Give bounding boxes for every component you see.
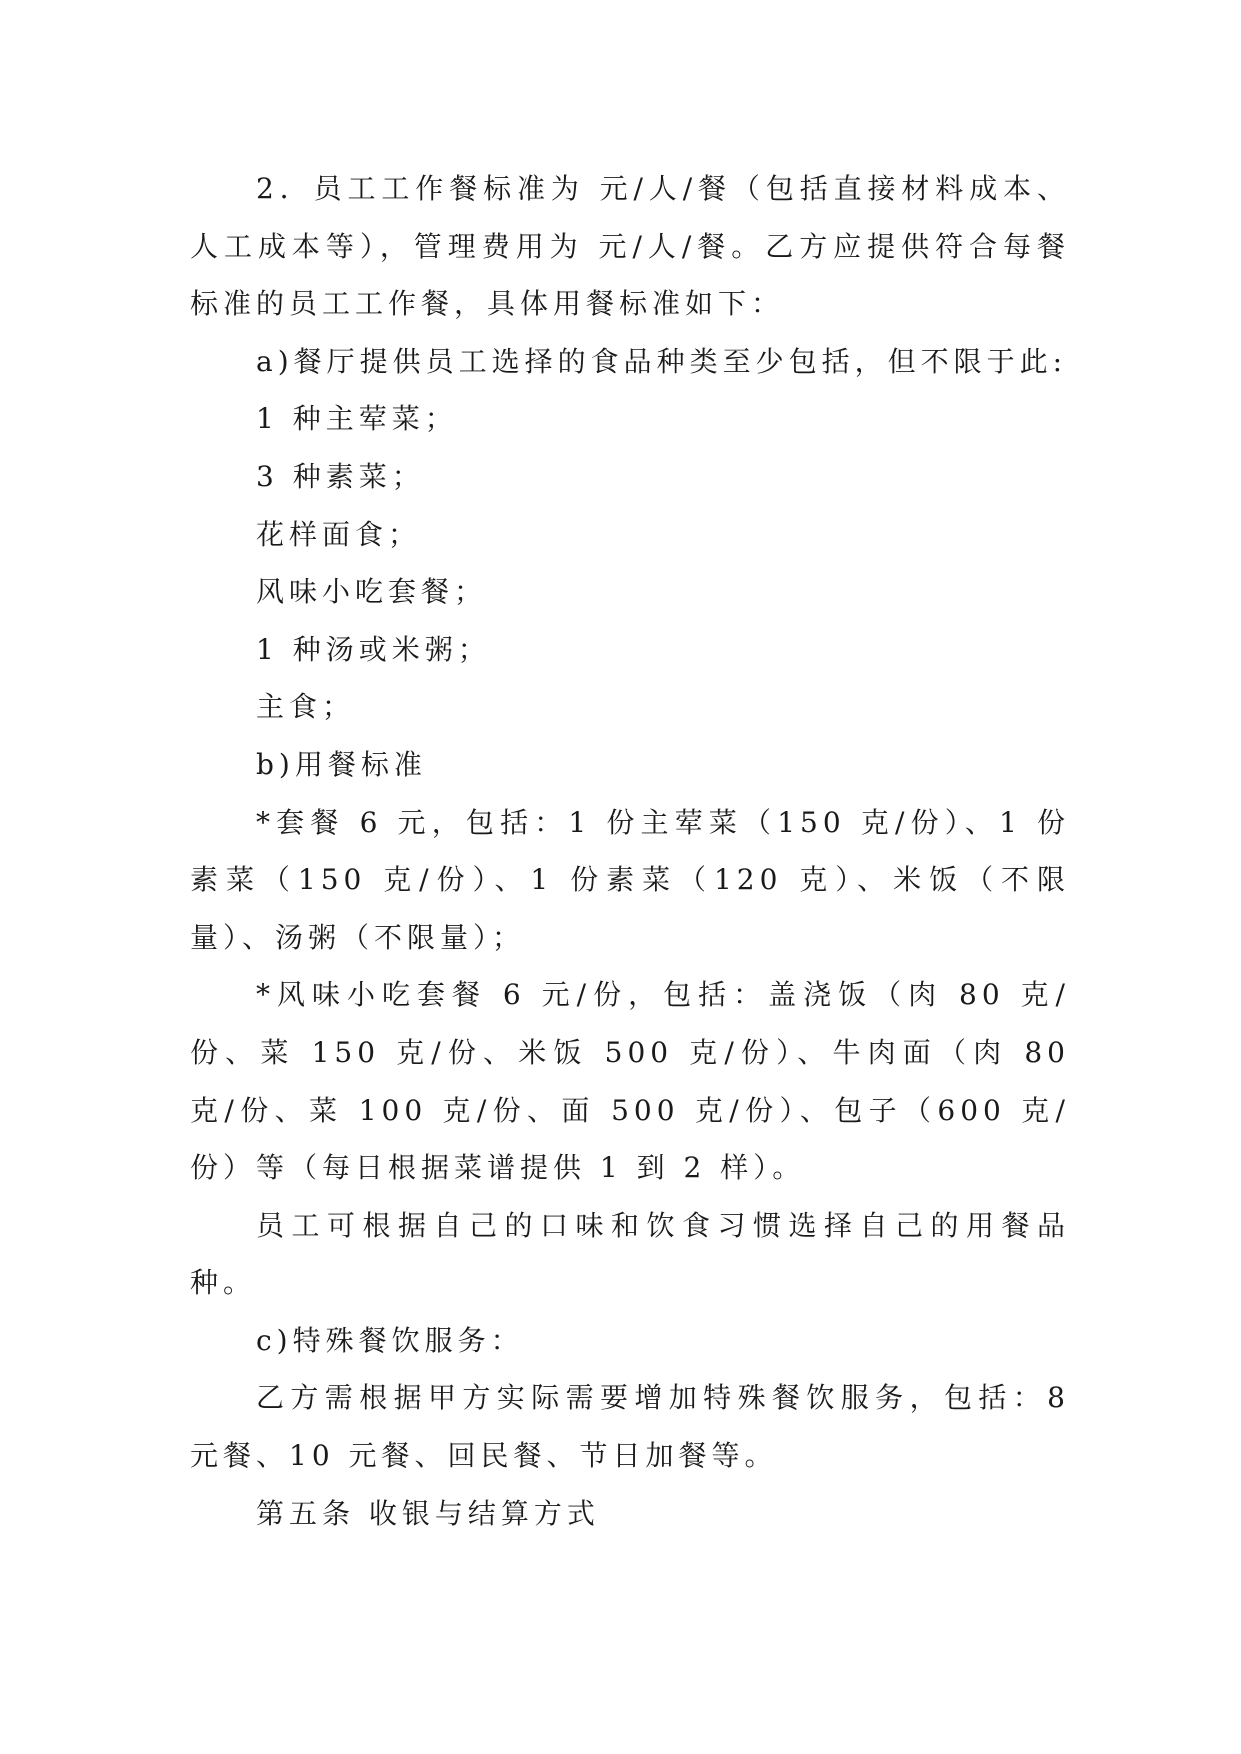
list-item-vegetable-dishes: 3 种素菜； <box>256 459 425 493</box>
heading-special-service: c)特殊餐饮服务： <box>256 1323 524 1357</box>
paragraph-meal-standard: 2．员工工作餐标准为 元/人/餐（包括直接材料成本、人工成本等），管理费用为 元/人/餐。乙方应提供符合每餐标准的员工工作餐，具体用餐标准如下： <box>190 172 1070 321</box>
document-body <box>190 160 1070 1542</box>
list-item-staple-food: 主食； <box>256 690 356 724</box>
heading-article-five: 第五条 收银与结算方式 <box>256 1496 600 1530</box>
list-item-snack-set: 风味小吃套餐； <box>256 575 488 609</box>
paragraph-special-service: 乙方需根据甲方实际需要增加特殊餐饮服务，包括：8 元餐、10 元餐、回民餐、节日加餐等。 <box>190 1381 1070 1473</box>
heading-meal-standard: b)用餐标准 <box>256 747 427 781</box>
paragraph-food-types: a)餐厅提供员工选择的食品种类至少包括，但不限于此: <box>256 344 1068 378</box>
paragraph-snack-set-meal: *风味小吃套餐 6 元/份，包括：盖浇饭（肉 80 克/份、菜 150 克/份、米饭 500 克/份）、牛肉面（肉 80 克/份、菜 100 克/份、面 500 克/份）、包子（600 克/份）等（每日根据菜谱提供 1 到 2 样）。 <box>190 978 1070 1185</box>
list-item-main-meat-dish: 1 种主荤菜； <box>256 402 458 436</box>
list-item-soup-porridge: 1 种汤或米粥； <box>256 632 491 666</box>
list-item-pastries: 花样面食； <box>256 517 422 551</box>
paragraph-set-meal: *套餐 6 元，包括：1 份主荤菜（150 克/份）、1 份素菜（150 克/份）、1 份素菜（120 克）、米饭（不限量）、汤粥（不限量）； <box>190 805 1070 954</box>
paragraph-employee-choice: 员工可根据自己的口味和饮食习惯选择自己的用餐品种。 <box>190 1208 1070 1300</box>
